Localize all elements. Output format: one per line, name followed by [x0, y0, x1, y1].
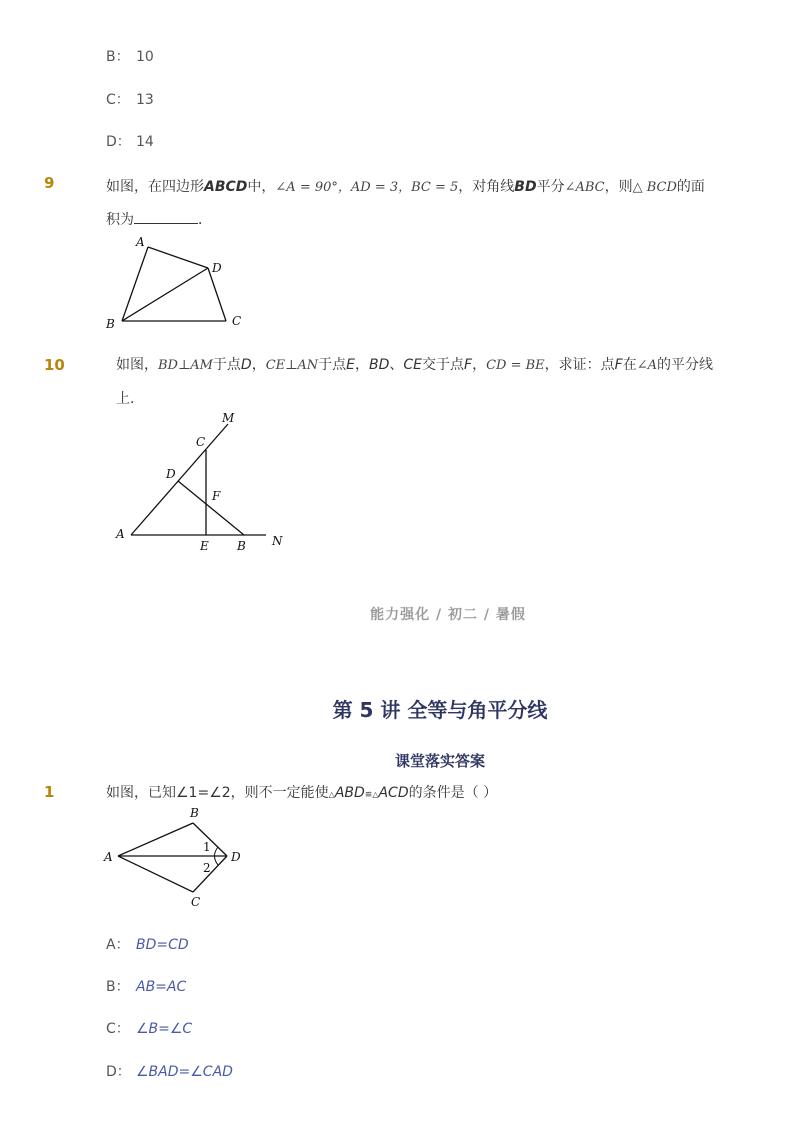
edge-dc: [208, 268, 226, 321]
text: 如图，在四边形: [106, 179, 204, 195]
point-label: D: [166, 467, 176, 481]
math: BD: [514, 179, 537, 195]
question-10-text: [116, 355, 736, 376]
text: ，: [472, 357, 487, 373]
option-label: C：: [106, 1021, 130, 1037]
option-label: C：: [106, 92, 130, 108]
option-label: D：: [106, 1064, 131, 1080]
question-9-text-line2: [106, 210, 212, 230]
point-label: B: [237, 539, 246, 553]
ray-am: [131, 424, 228, 535]
option-value: AB=AC: [136, 979, 187, 995]
question-10-text-line2: 上．: [116, 391, 144, 407]
page-footer: 能力强化 / 初二 / 暑假: [370, 607, 526, 623]
text: 、: [389, 357, 404, 373]
congruent-symbol: ≌: [364, 790, 373, 800]
text: 平分: [536, 179, 565, 195]
point-label: E: [200, 539, 209, 553]
option-value: 14: [136, 134, 154, 150]
math: ∠ABC: [564, 180, 605, 195]
diagonal-bd: [122, 268, 208, 321]
text: 交于点: [422, 357, 464, 373]
lecture-title: 第 5 讲 全等与角平分线: [332, 698, 548, 722]
option-a: [106, 934, 189, 954]
point-label: B: [190, 806, 199, 820]
text: 如图，: [116, 357, 158, 373]
option-b: [106, 976, 186, 996]
math: ∠A: [636, 358, 657, 373]
triangle-symbol: △: [372, 790, 379, 799]
option-label: B：: [106, 979, 130, 995]
edge-ac: [118, 856, 193, 892]
question-9-text: [106, 177, 726, 198]
option-c: [106, 89, 154, 109]
point-label: N: [272, 534, 283, 548]
point-label: C: [232, 314, 242, 328]
point-label: A: [136, 235, 145, 249]
math: E: [346, 357, 355, 373]
angle-bisector-figure: [110, 408, 300, 558]
math: ACD: [378, 785, 409, 801]
point-label: M: [222, 411, 235, 425]
option-b: [106, 46, 154, 66]
option-label: A：: [106, 937, 130, 953]
question-number: 10: [44, 356, 65, 374]
text: ，对角线: [458, 179, 515, 195]
question-number: 9: [44, 174, 55, 192]
question-1-text: [106, 783, 726, 805]
math: F: [464, 357, 473, 373]
point-label: D: [231, 850, 241, 864]
angle-label: 2: [203, 861, 211, 875]
text: 的平分线: [656, 357, 713, 373]
point-label: A: [104, 850, 113, 864]
text: ，: [251, 357, 266, 373]
point-label: C: [191, 895, 201, 909]
angle-label: 1: [203, 840, 211, 854]
option-label: B：: [106, 49, 130, 65]
text: 中，: [247, 179, 276, 195]
text: ，: [354, 357, 369, 373]
text: 的面: [676, 179, 705, 195]
question-number: 1: [44, 783, 55, 801]
option-label: D：: [106, 134, 131, 150]
math: ∠A = 90°，AD = 3，BC = 5: [275, 180, 459, 195]
option-c: [106, 1018, 192, 1038]
answer-blank: [134, 211, 198, 224]
quadrilateral-figure: [100, 232, 260, 332]
math: △ BCD: [632, 180, 677, 195]
option-d: [106, 131, 154, 151]
point-label: C: [196, 435, 206, 449]
edge-ab: [118, 823, 193, 856]
text: 积为: [106, 212, 134, 228]
option-d: [106, 1061, 233, 1081]
kite-figure: [100, 804, 260, 914]
point-label: D: [212, 261, 222, 275]
text: 如图，已知∠1=∠2，则不一定能使: [106, 785, 329, 801]
point-label: F: [212, 489, 221, 503]
text: ，则: [604, 179, 633, 195]
math: ABCD: [204, 179, 248, 195]
math: BD: [368, 357, 390, 373]
option-value: BD=CD: [136, 937, 189, 953]
edge-ab: [122, 247, 148, 321]
math: ABD: [334, 785, 365, 801]
text: 在: [622, 357, 637, 373]
section-title: 课堂落实答案: [394, 752, 485, 770]
math: F: [614, 357, 623, 373]
option-value: ∠BAD=∠CAD: [136, 1064, 233, 1080]
math: D: [240, 357, 252, 373]
math: BD⊥AM: [158, 358, 213, 373]
text: ．: [198, 212, 212, 228]
text: 的条件是（ ）: [408, 785, 498, 801]
point-label: B: [106, 317, 115, 331]
text: ，求证：点: [544, 357, 615, 373]
math: CE: [403, 357, 422, 373]
option-value: 10: [136, 49, 154, 65]
option-value: 13: [136, 92, 154, 108]
math: CD = BE: [486, 358, 545, 373]
edge-ad: [148, 247, 208, 268]
option-value: ∠B=∠C: [136, 1021, 193, 1037]
point-label: A: [116, 527, 125, 541]
text: 于点: [212, 357, 241, 373]
math: CE⊥AN: [265, 358, 319, 373]
triangle-symbol: △: [328, 790, 335, 799]
segment-db: [178, 481, 244, 535]
text: 于点: [318, 357, 347, 373]
